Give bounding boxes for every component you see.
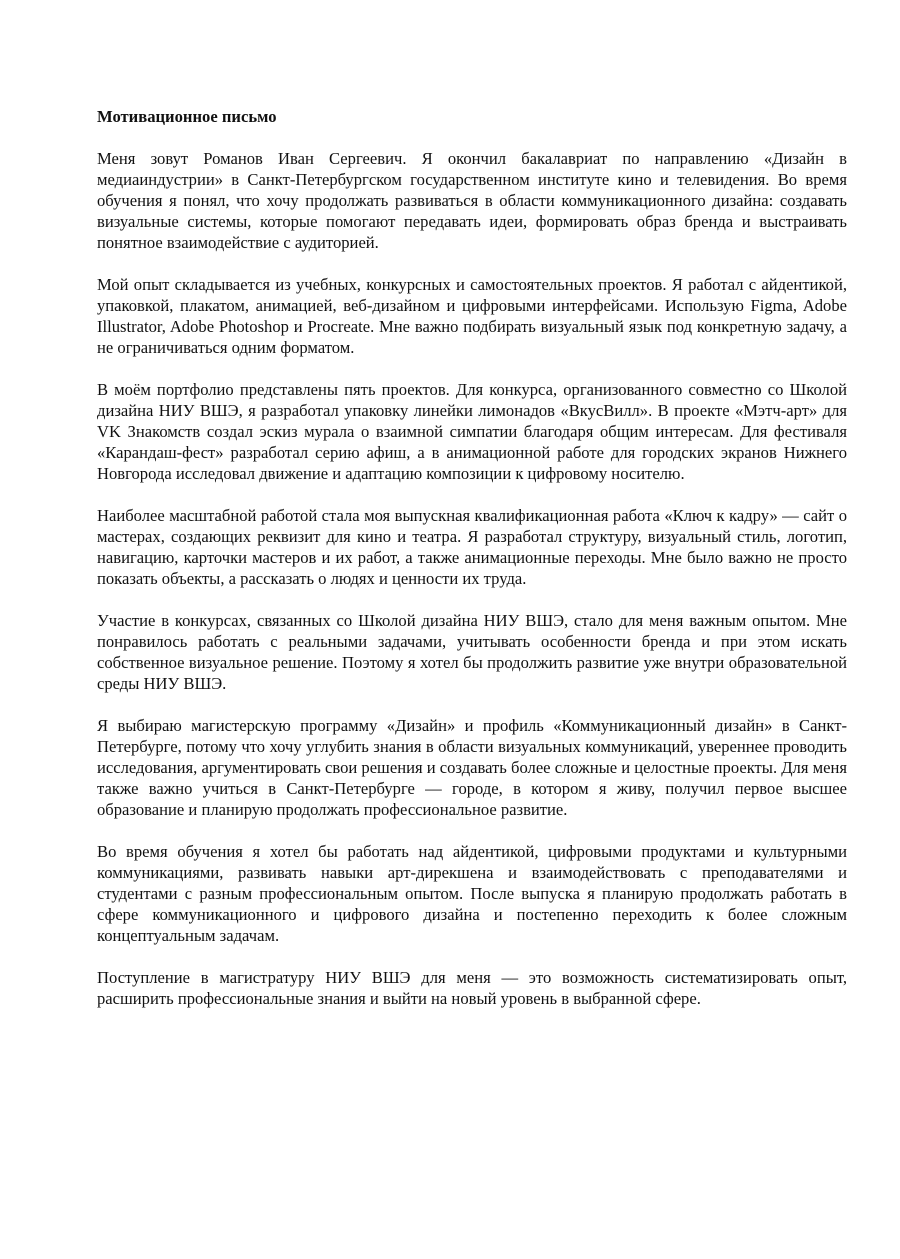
letter-paragraph-competitions: Участие в конкурсах, связанных со Школой дизайна НИУ ВШЭ, стало для меня важным опытом. Мне понравилось работать с реальными задачами, учитывать особенности бренда и при этом искать собственное визуальное решение. Поэтому я хотел бы продолжить развитие уже внутри образовательной среды НИУ ВШЭ. xyxy=(97,611,847,693)
letter-paragraph-portfolio: В моём портфолио представлены пять проектов. Для конкурса, организованного совместно со Школой дизайна НИУ ВШЭ, я разработал упаковку линейки лимонадов «ВкусВилл». В проекте «Мэтч-арт» для VK Знакомств создал эскиз мурала о взаимной симпатии благодаря общим интересам. Для фестиваля «Карандаш-фест» разработал серию афиш, а в анимационной работе для городских экранов Нижнего Новгорода исследовал движение и адаптацию композиции к цифровому носителю. xyxy=(97,380,847,483)
letter-paragraph-experience: Мой опыт складывается из учебных, конкурсных и самостоятельных проектов. Я работал с айдентикой, упаковкой, плакатом, анимацией, веб-дизайном и цифровыми интерфейсами. Использую Figma, Adobe Illustrator, Adobe Photoshop и Procreate. Мне важно подбирать визуальный язык под конкретную задачу, а не ограничиваться одним форматом. xyxy=(97,275,847,357)
letter-paragraph-thesis: Наиболее масштабной работой стала моя выпускная квалификационная работа «Ключ к кадру» — сайт о мастерах, создающих реквизит для кино и театра. Я разработал структуру, визуальный стиль, логотип, навигацию, карточки мастеров и их работ, а также анимационные переходы. Мне было важно не просто показать объекты, а рассказать о людях и ценности их труда. xyxy=(97,506,847,588)
letter-title: Мотивационное письмо xyxy=(97,107,277,126)
letter-paragraph-study-goals: Во время обучения я хотел бы работать над айдентикой, цифровыми продуктами и культурными коммуникациями, развивать навыки арт-дирекшена и взаимодействовать с преподавателями и студентами с разным профессиональным опытом. После выпуска я планирую продолжать работать в сфере коммуникационного и цифрового дизайна и постепенно переходить к более сложным концептуальным задачам. xyxy=(97,842,847,945)
motivation-letter xyxy=(97,106,847,1030)
letter-paragraph-program-choice: Я выбираю магистерскую программу «Дизайн» и профиль «Коммуникационный дизайн» в Санкт-Петербурге, потому что хочу углубить знания в области визуальных коммуникаций, увереннее проводить исследования, аргументировать свои решения и создавать более сложные и целостные проекты. Для меня также важно учиться в Санкт-Петербурге — городе, в котором я живу, получил первое высшее образование и планирую продолжать профессиональное развитие. xyxy=(97,716,847,819)
letter-paragraph-intro: Меня зовут Романов Иван Сергеевич. Я окончил бакалавриат по направлению «Дизайн в медиаиндустрии» в Санкт-Петербургском государственном институте кино и телевидения. Во время обучения я понял, что хочу продолжать развиваться в области коммуникационного дизайна: создавать визуальные системы, которые помогают передавать идеи, формировать образ бренда и выстраивать понятное взаимодействие с аудиторией. xyxy=(97,149,847,252)
letter-paragraph-conclusion: Поступление в магистратуру НИУ ВШЭ для меня — это возможность систематизировать опыт, расширить профессиональные знания и выйти на новый уровень в выбранной сфере. xyxy=(97,968,847,1008)
